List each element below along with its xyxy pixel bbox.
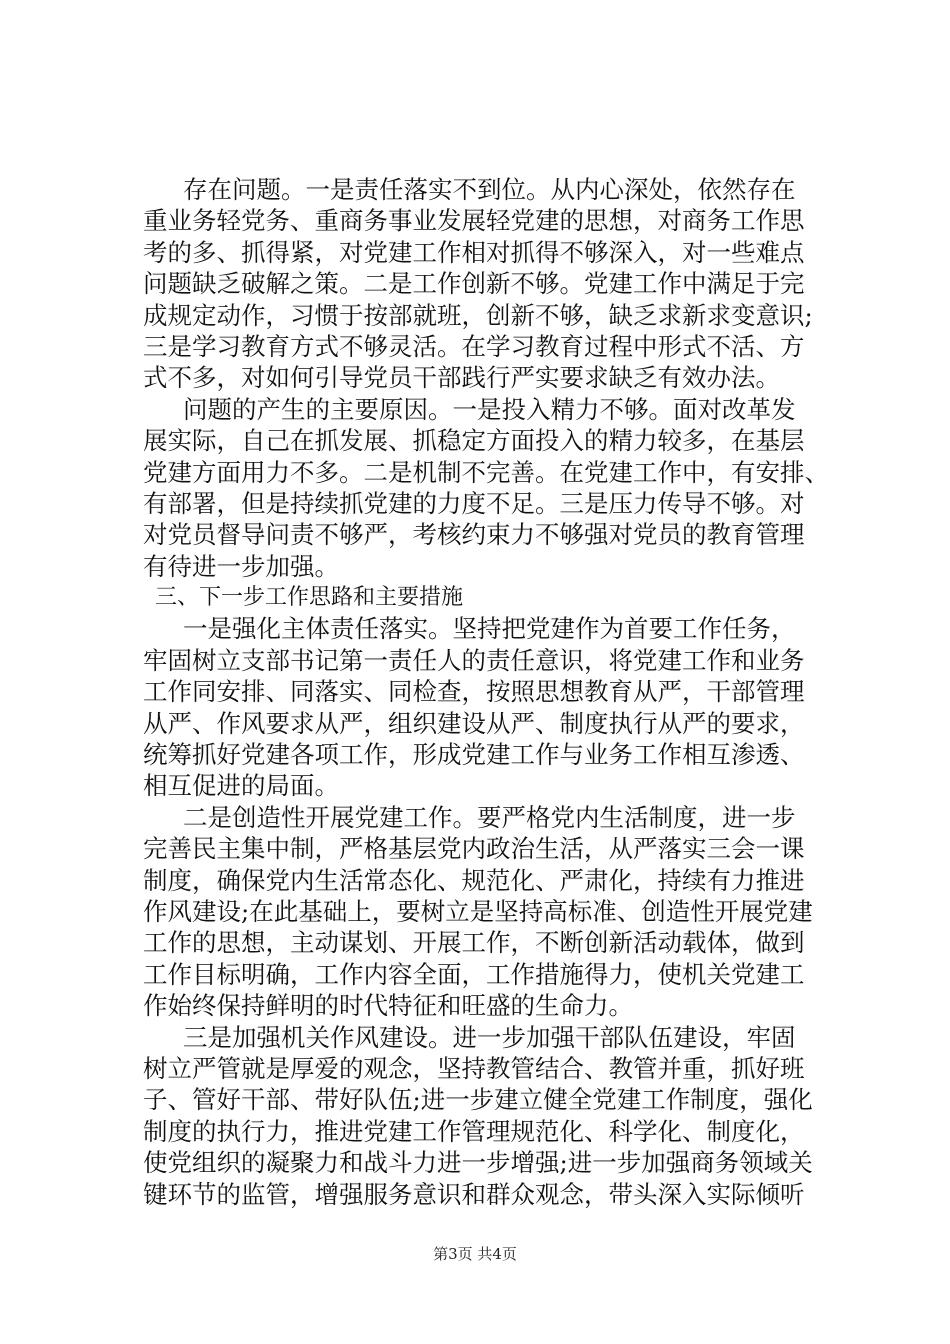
paragraph-line: 制度的执行力，推进党建工作管理规范化、科学化、制度化，	[143, 1116, 805, 1146]
paragraph-line: 一是强化主体责任落实。坚持把党建作为首要工作任务，	[183, 614, 796, 644]
paragraph-line: 问题缺乏破解之策。二是工作创新不够。党建工作中满足于完	[143, 269, 805, 299]
paragraph-line: 统筹抓好党建各项工作，形成党建工作与业务工作相互渗透、	[143, 740, 805, 770]
paragraph-line: 二是创造性开展党建工作。要严格党内生活制度，进一步	[183, 802, 796, 832]
paragraph-line: 相互促进的局面。	[143, 771, 339, 801]
paragraph-line: 党建方面用力不多。二是机制不完善。在党建工作中，有安排、	[143, 457, 829, 487]
paragraph-line: 有待进一步加强。	[143, 551, 339, 581]
paragraph-line: 有部署，但是持续抓党建的力度不足。三是压力传导不够。对	[143, 488, 805, 518]
paragraph-line: 工作同安排、同落实、同检查，按照思想教育从严，干部管理	[143, 677, 805, 707]
paragraph-line: 问题的产生的主要原因。一是投入精力不够。面对改革发	[183, 394, 796, 424]
paragraph-line: 重业务轻党务、重商务事业发展轻党建的思想，对商务工作思	[143, 206, 805, 236]
paragraph-line: 工作的思想，主动谋划、开展工作，不断创新活动载体，做到	[143, 928, 805, 958]
page-number-footer: 第3页 共4页	[433, 1245, 517, 1263]
paragraph-line: 使党组织的凝聚力和战斗力进一步增强;进一步加强商务领域关	[143, 1148, 813, 1178]
paragraph-line: 式不多，对如何引导党员干部践行严实要求缺乏有效办法。	[143, 363, 780, 393]
paragraph-line: 存在问题。一是责任落实不到位。从内心深处，依然存在	[183, 175, 796, 204]
section-heading: 三、下一步工作思路和主要措施	[155, 585, 464, 611]
paragraph-line: 牢固树立支部书记第一责任人的责任意识，将党建工作和业务	[143, 645, 805, 675]
paragraph-line: 考的多、抓得紧，对党建工作相对抓得不够深入，对一些难点	[143, 237, 805, 267]
paragraph-line: 子、管好干部、带好队伍;进一步建立健全党建工作制度，强化	[143, 1085, 813, 1115]
paragraph-line: 作始终保持鲜明的时代特征和旺盛的生命力。	[143, 991, 633, 1021]
paragraph-line: 展实际，自己在抓发展、抓稳定方面投入的精力较多，在基层	[143, 426, 805, 456]
paragraph-line: 从严、作风要求从严，组织建设从严、制度执行从严的要求，	[143, 708, 805, 738]
paragraph-line: 制度，确保党内生活常态化、规范化、严肃化，持续有力推进	[143, 865, 805, 895]
paragraph-line: 三是加强机关作风建设。进一步加强干部队伍建设，牢固	[183, 1022, 796, 1052]
document-body	[143, 174, 843, 1210]
paragraph-line: 完善民主集中制，严格基层党内政治生活，从严落实三会一课	[143, 834, 805, 864]
paragraph-line: 工作目标明确，工作内容全面，工作措施得力，使机关党建工	[143, 959, 805, 989]
paragraph-line: 成规定动作，习惯于按部就班，创新不够，缺乏求新求变意识;	[143, 300, 813, 330]
paragraph-line: 树立严管就是厚爱的观念，坚持教管结合、教管并重，抓好班	[143, 1053, 805, 1083]
paragraph-line: 键环节的监管，增强服务意识和群众观念，带头深入实际倾听	[143, 1179, 805, 1209]
paragraph-line: 作风建设;在此基础上，要树立是坚持高标准、创造性开展党建	[143, 896, 813, 926]
paragraph-line: 对党员督导问责不够严，考核约束力不够强对党员的教育管理	[143, 520, 805, 550]
paragraph-line: 三是学习教育方式不够灵活。在学习教育过程中形式不活、方	[143, 331, 805, 361]
